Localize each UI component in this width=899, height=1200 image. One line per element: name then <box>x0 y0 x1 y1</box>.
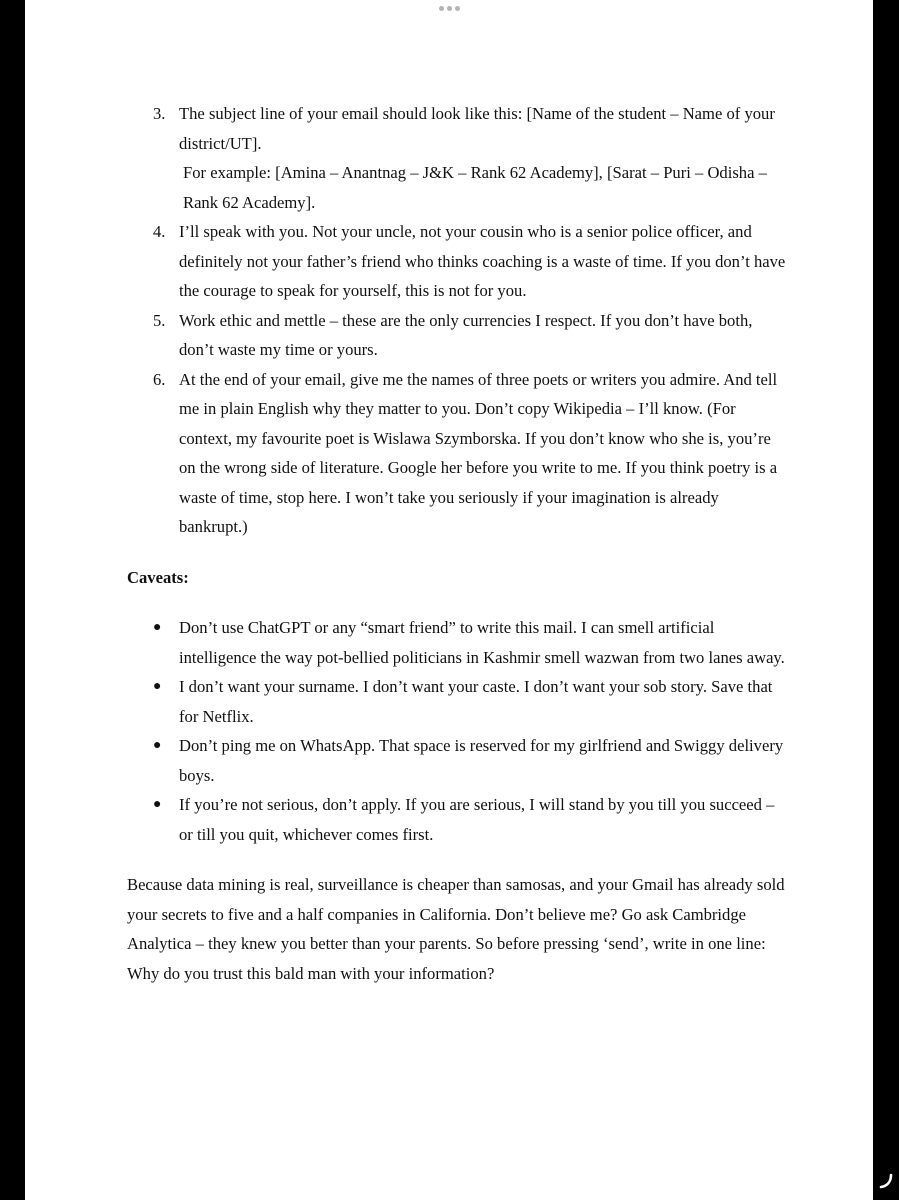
list-item <box>127 306 787 365</box>
caveat-text: Don’t use ChatGPT or any “smart friend” to write this mail. I can smell artificial intelligence the way pot-bellied politicians in Kashmir smell wazwan from two lanes away. <box>179 618 785 667</box>
scroll-indicator-icon[interactable] <box>878 1173 894 1189</box>
list-item-example: For example: [Amina – Anantnag – J&K – Rank 62 Academy], [Sarat – Puri – Odisha – Rank 62 Academy]. <box>183 163 767 212</box>
list-number: 6. <box>153 369 166 389</box>
caveats-heading: Caveats: <box>127 567 189 587</box>
drag-handle-icon[interactable] <box>439 6 460 11</box>
list-item-text: I’ll speak with you. Not your uncle, not your cousin who is a senior police officer, and definitely not your father’s friend who thinks coaching is a waste of time. If you don’t have the courage to speak for yourself, this is not for you. <box>179 222 786 300</box>
list-number: 3. <box>153 104 166 123</box>
list-number: 4. <box>153 222 166 241</box>
list-item <box>127 217 787 306</box>
list-item <box>127 672 787 731</box>
bullet-icon: ● <box>153 738 162 753</box>
caveats-list <box>127 613 787 849</box>
list-item <box>127 613 787 672</box>
bullet-icon: ● <box>153 620 162 635</box>
list-item-text: Work ethic and mettle – these are the only currencies I respect. If you don’t have both, don’t waste my time or yours. <box>179 310 753 359</box>
document-page[interactable] <box>25 0 873 1200</box>
bullet-icon: ● <box>153 679 162 694</box>
list-item <box>127 790 787 849</box>
document-content <box>127 99 787 988</box>
closing-paragraph: Because data mining is real, surveillance is cheaper than samosas, and your Gmail has already sold your secrets to five and a half companies in California. Don’t believe me? Go ask Cambridge Analytica – they knew you better than your parents. So before pressing ‘send’, write in one line: Why do you trust this bald man with your information? <box>127 875 785 983</box>
list-item-text: The subject line of your email should look like this: [Name of the student – Name of your district/UT]. <box>179 104 775 153</box>
list-number: 5. <box>153 310 166 330</box>
caveat-text: Don’t ping me on WhatsApp. That space is reserved for my girlfriend and Swiggy delivery boys. <box>179 736 784 785</box>
caveat-text: If you’re not serious, don’t apply. If you are serious, I will stand by you till you succeed – or till you quit, whichever comes first. <box>179 795 775 844</box>
numbered-list <box>127 99 787 542</box>
list-item <box>127 365 787 542</box>
list-item-text: At the end of your email, give me the names of three poets or writers you admire. And tell me in plain English why they matter to you. Don’t copy Wikipedia – I’ll know. (For context, my favourite poet is Wislawa Szymborska. If you don’t know who she is, you’re on the wrong side of literature. Google her before you write to me. If you think poetry is a waste of time, stop here. I won’t take you seriously if your imagination is already bankrupt.) <box>179 369 778 536</box>
list-item <box>127 731 787 790</box>
list-item <box>127 99 787 217</box>
caveat-text: I don’t want your surname. I don’t want your caste. I don’t want your sob story. Save that for Netflix. <box>179 677 773 726</box>
bullet-icon: ● <box>153 797 162 812</box>
